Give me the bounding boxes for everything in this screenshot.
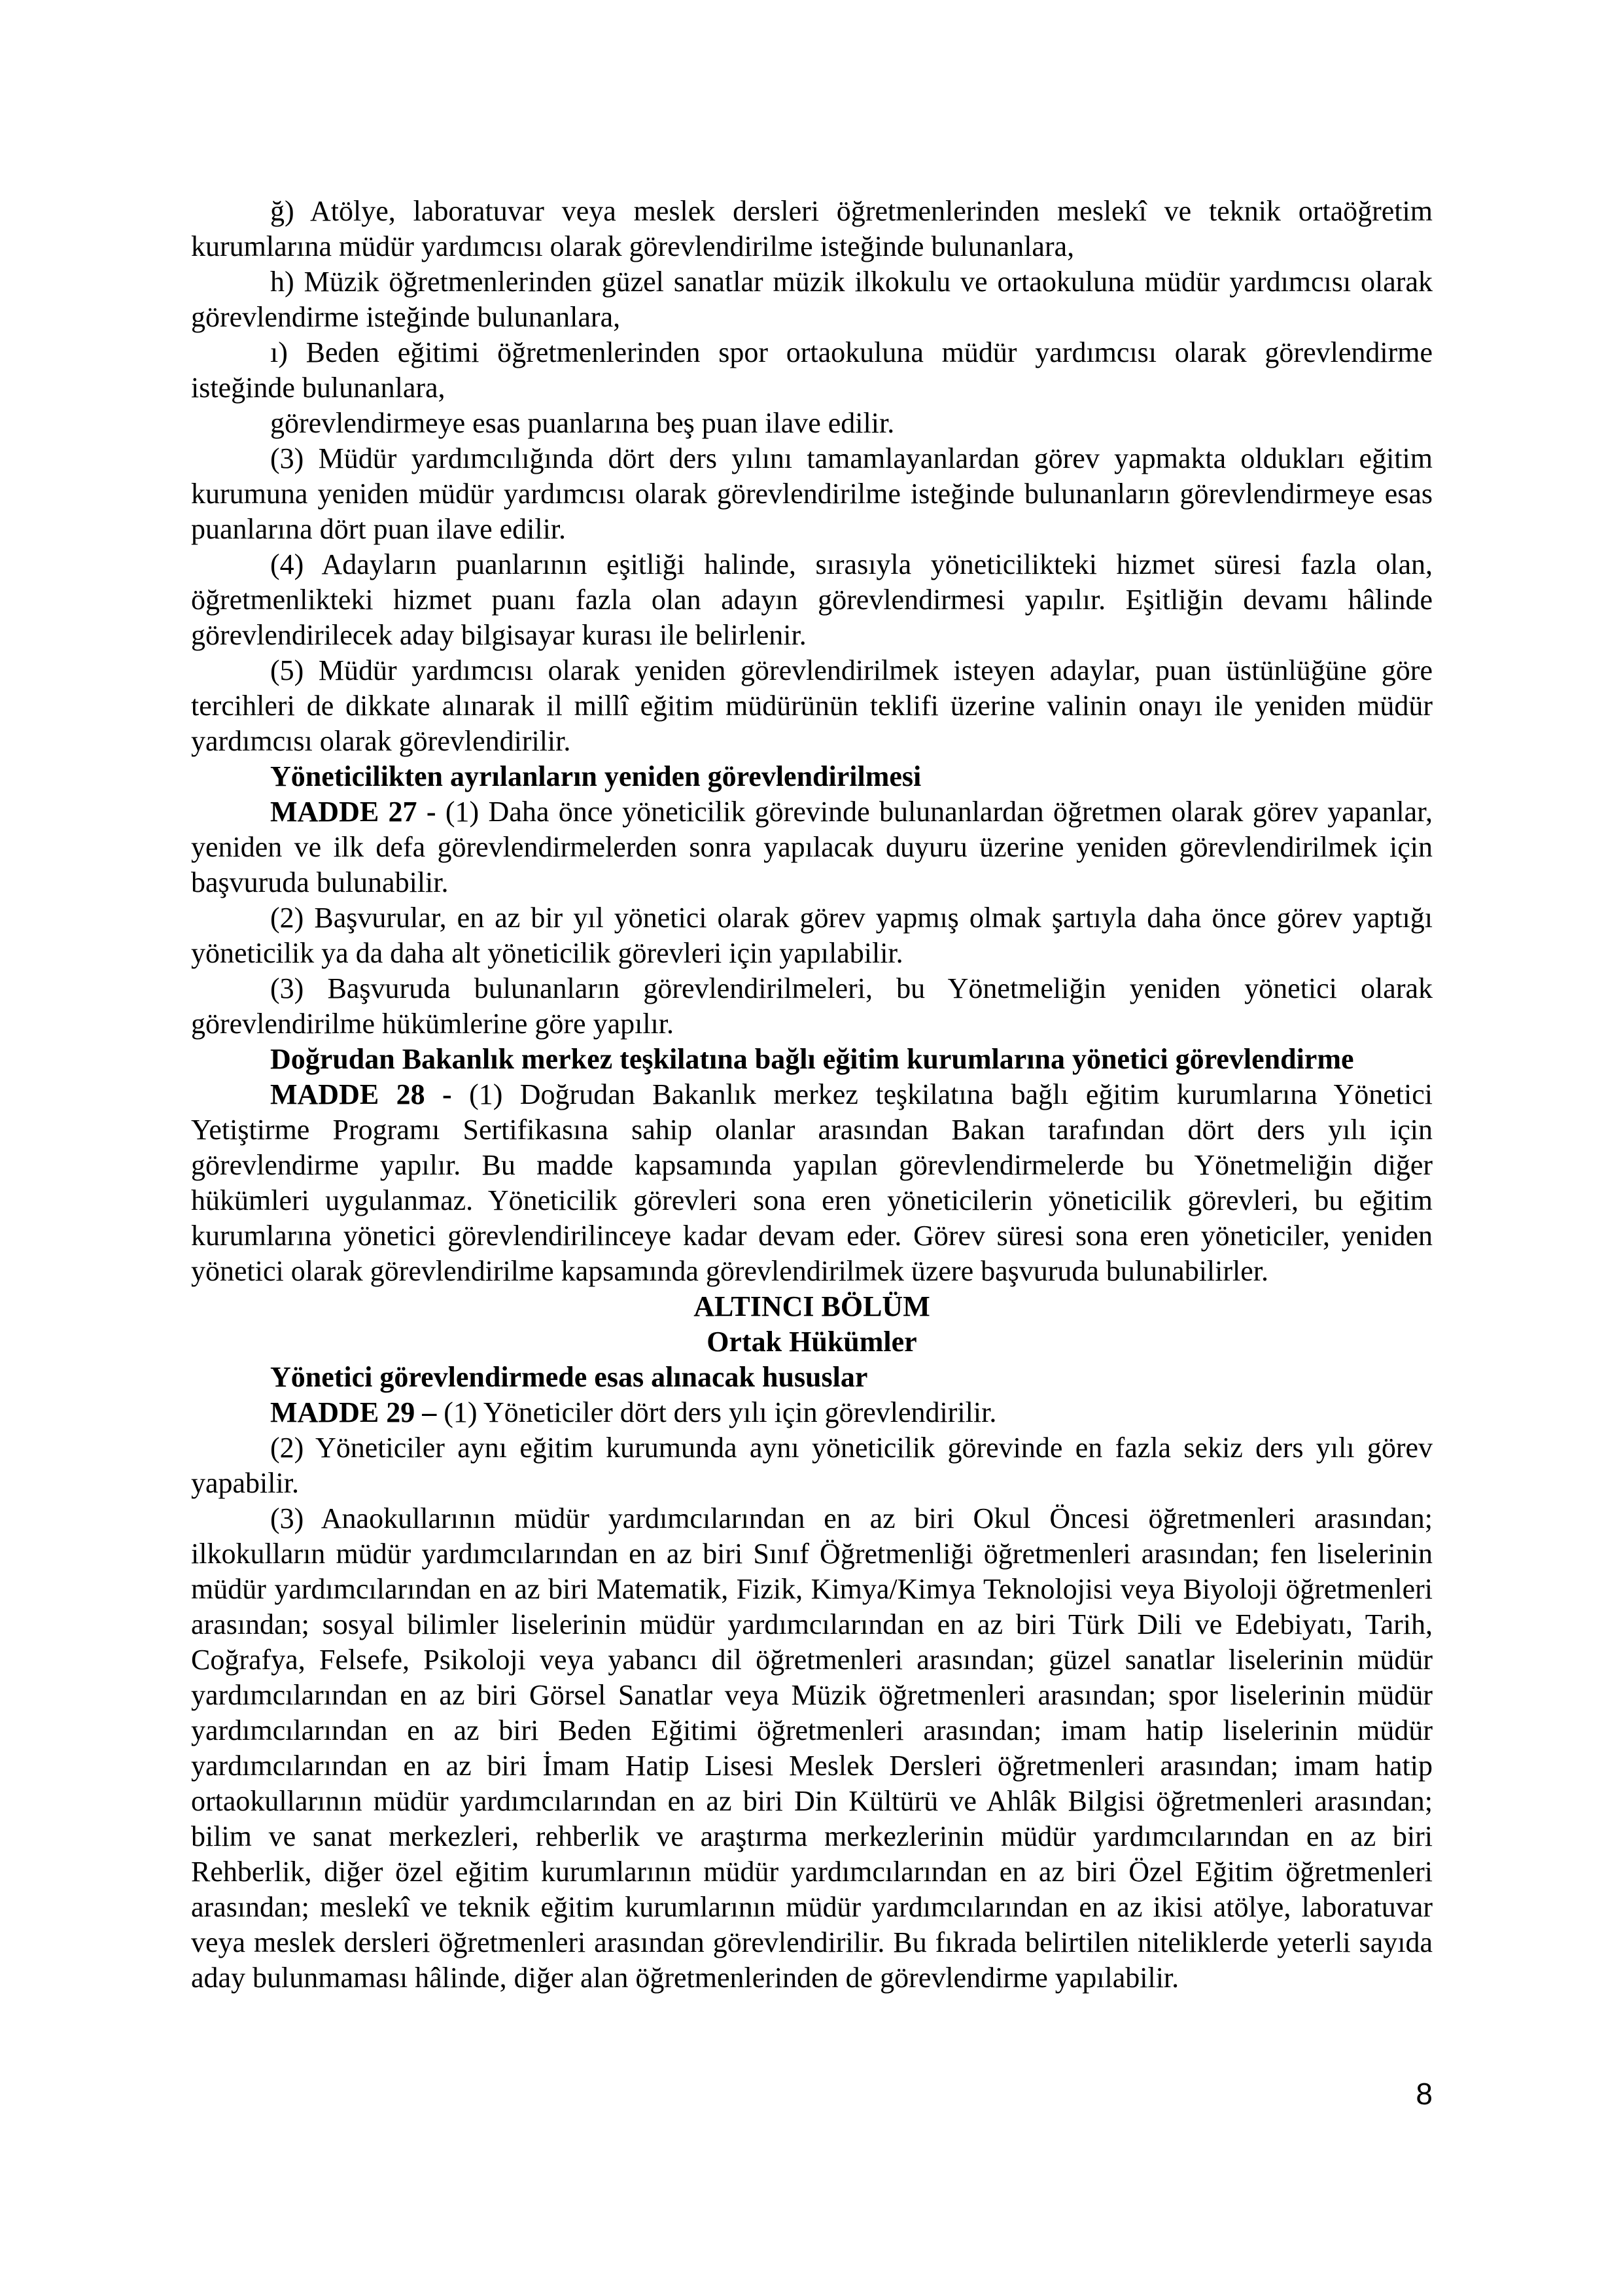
chapter-heading: Ortak Hükümler <box>707 1326 917 1358</box>
body-paragraph: (3) Anaokullarının müdür yardımcılarından en az biri Okul Öncesi öğretmenleri arasından; ilkokulların müdür yardımcılarından en az biri Sınıf Öğretmenliği öğretmenleri arasından; fen liselerinin müdür yardımcılarından en az biri Matematik, Fizik, Kimya/Kimya Teknolojisi veya Biyoloji öğretmenleri arasından; sosyal bilimler liselerinin müdür yardımcılarından en az biri Türk Dili ve Edebiyatı, Tarih, Coğrafya, Felsefe, Psikoloji veya yabancı dil öğretmenleri arasından; güzel sanatlar liselerinin müdür yardımcılarından en az biri Görsel Sanatlar veya Müzik öğretmenleri arasından; spor liselerinin müdür yardımcılarından en az biri Beden Eğitimi öğretmenleri arasından; imam hatip liselerinin müdür yardımcılarından en az biri İmam Hatip Lisesi Meslek Dersleri öğretmenleri arasından; imam hatip ortaokullarının müdür yardımcılarından en az biri Din Kültürü ve Ahlâk Bilgisi öğretmenleri arasından; bilim ve sanat merkezleri, rehberlik ve araştırma merkezlerinin müdür yardımcılarından en az biri Rehberlik, diğer özel eğitim kurumlarının müdür yardımcılarından en az biri Özel Eğitim öğretmenleri arasından; meslekî ve teknik eğitim kurumlarının müdür yardımcılarından en az ikisi atölye, laboratuvar veya meslek dersleri öğretmenleri arasından görevlendirilir. Bu fıkrada belirtilen niteliklerde yeterli sayıda aday bulunmaması hâlinde, diğer alan öğretmenlerinden de görevlendirme yapılabilir. <box>191 1502 1433 1994</box>
article-label: MADDE 27 - <box>270 796 436 828</box>
body-paragraph: görevlendirmeye esas puanlarına beş puan ilave edilir. <box>270 407 895 439</box>
body-paragraph: MADDE 28 - (1) Doğrudan Bakanlık merkez teşkilatına bağlı eğitim kurumlarına Yönetici Yetiştirme Programı Sertifikasına sahip olanlar arasından Bakan tarafından dört ders yılı için görevlendirme yapılır. Bu madde kapsamında yapılan görevlendirmelerde bu Yönetmeliğin diğer hükümleri uygulanmaz. Yöneticilik görevleri sona eren yöneticilerin yöneticilik görevleri, bu eğitim kurumlarına yönetici görevlendirilinceye kadar devam eder. Görev süresi sona eren yöneticiler, yeniden yönetici olarak görevlendirilme kapsamında görevlendirilmek üzere başvuruda bulunabilirler. <box>191 1078 1433 1287</box>
body-paragraph: (2) Yöneticiler aynı eğitim kurumunda aynı yöneticilik görevinde en fazla sekiz ders yılı görev yapabilir. <box>191 1432 1433 1499</box>
body-paragraph: (2) Başvurular, en az bir yıl yönetici olarak görev yapmış olmak şartıyla daha önce görev yaptığı yöneticilik ya da daha alt yöneticilik görevleri için yapılabilir. <box>191 902 1433 969</box>
article-label: MADDE 29 – <box>270 1396 437 1428</box>
body-paragraph: (3) Başvuruda bulunanların görevlendirilmeleri, bu Yönetmeliğin yeniden yönetici olarak görevlendirilme hükümlerine göre yapılır. <box>191 972 1433 1040</box>
body-paragraph: (4) Adayların puanlarının eşitliği halinde, sırasıyla yöneticilikteki hizmet süresi fazla olan, öğretmenlikteki hizmet puanı fazla olan adayın görevlendirmesi yapılır. Eşitliğin devamı hâlinde görevlendirilecek aday bilgisayar kurası ile belirlenir. <box>191 548 1433 651</box>
body-paragraph: (3) Müdür yardımcılığında dört ders yılını tamamlayanlardan görev yapmakta oldukları eğitim kurumuna yeniden müdür yardımcısı olarak görevlendirilme isteğinde bulunanların görevlendirmeye esas puanlarına dört puan ilave edilir. <box>191 442 1433 545</box>
section-heading: Yöneticilikten ayrılanların yeniden görevlendirilmesi <box>270 760 922 792</box>
article-label: MADDE 28 - <box>270 1078 452 1110</box>
chapter-heading: ALTINCI BÖLÜM <box>693 1290 930 1322</box>
body-paragraph: MADDE 27 - (1) Daha önce yöneticilik görevinde bulunanlardan öğretmen olarak görev yapanlar, yeniden ve ilk defa görevlendirmelerden sonra yapılacak duyuru üzerine yeniden görevlendirilmek için başvuruda bulunabilir. <box>191 796 1433 898</box>
body-paragraph: h) Müzik öğretmenlerinden güzel sanatlar müzik ilkokulu ve ortaokuluna müdür yardımcısı olarak görevlendirme isteğinde bulunanlara, <box>191 266 1433 333</box>
body-paragraph: (5) Müdür yardımcısı olarak yeniden görevlendirilmek isteyen adaylar, puan üstünlüğüne göre tercihleri de dikkate alınarak il millî eğitim müdürünün teklifi üzerine valinin onayı ile yeniden müdür yardımcısı olarak görevlendirilir. <box>191 654 1433 757</box>
section-heading: Yönetici görevlendirmede esas alınacak hususlar <box>270 1361 868 1393</box>
body-paragraph: MADDE 29 – (1) Yöneticiler dört ders yılı için görevlendirilir. <box>270 1396 997 1428</box>
page-number: 8 <box>1416 2077 1433 2111</box>
document-body <box>191 194 1433 1996</box>
section-heading: Doğrudan Bakanlık merkez teşkilatına bağlı eğitim kurumlarına yönetici görevlendirme <box>270 1043 1354 1075</box>
body-paragraph: ı) Beden eğitimi öğretmenlerinden spor ortaokuluna müdür yardımcısı olarak görevlendirme isteğinde bulunanlara, <box>191 336 1433 404</box>
body-paragraph: ğ) Atölye, laboratuvar veya meslek dersleri öğretmenlerinden meslekî ve teknik ortaöğretim kurumlarına müdür yardımcısı olarak görevlendirilme isteğinde bulunanlara, <box>191 195 1433 262</box>
